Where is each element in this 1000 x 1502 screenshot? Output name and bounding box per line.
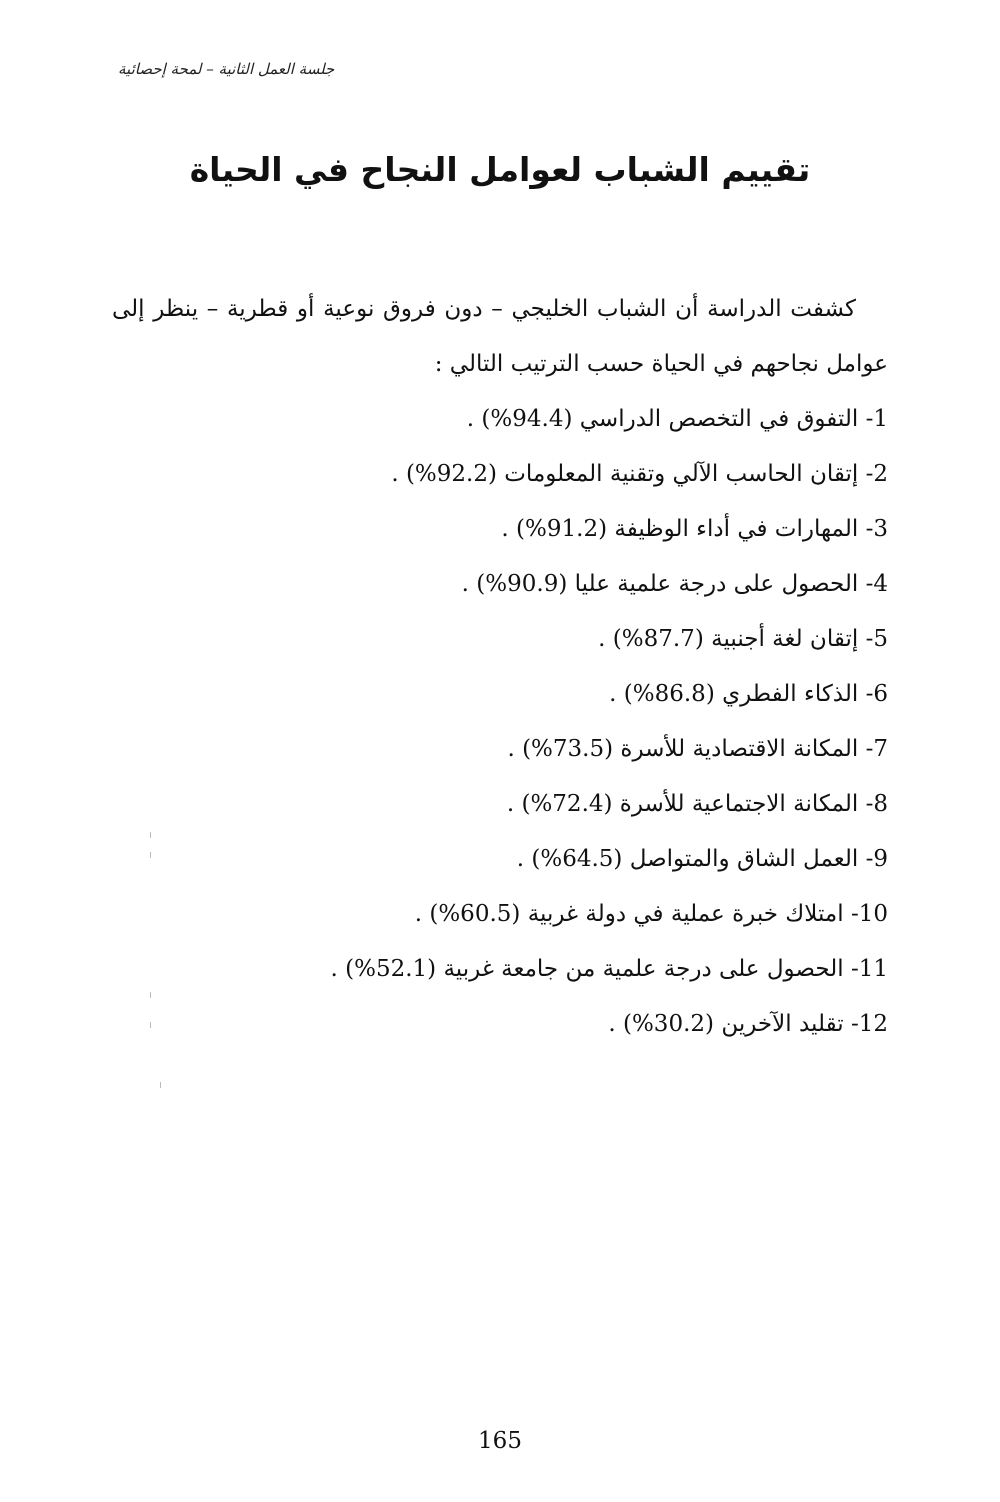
scan-mark [160,1082,161,1088]
list-item [112,392,888,447]
item-number: 7- [865,736,888,762]
item-terminator: . [598,626,606,652]
item-terminator: . [609,681,617,707]
item-percentage: (%52.1) [345,956,437,982]
intro-paragraph: كشفت الدراسة أن الشباب الخليجي – دون فروق نوعية أو قطرية – ينظر إلى عوامل نجاحهم في الحياة حسب الترتيب التالي : [112,296,888,377]
list-item [112,667,888,722]
item-text: إتقان الحاسب الآلي وتقنية المعلومات [504,461,859,487]
item-text: الحصول على درجة علمية عليا [574,571,859,597]
item-percentage: (%64.5) [531,846,623,872]
item-number: 5- [865,626,888,652]
item-number: 2- [865,461,888,487]
item-percentage: (%90.9) [476,571,568,597]
body-text [112,282,888,1052]
item-text: التفوق في التخصص الدراسي [579,406,859,432]
item-terminator: . [506,791,515,817]
list-item [112,832,888,887]
item-number: 6- [865,681,888,707]
list-item [112,887,888,942]
item-number: 11- [850,956,888,982]
item-text: إتقان لغة أجنبية [711,626,859,652]
item-terminator: . [507,736,515,762]
item-percentage: (%91.2) [516,516,608,542]
item-number: 1- [865,406,888,432]
scan-mark [150,992,151,998]
item-text: امتلاك خبرة عملية في دولة غربية [527,901,844,927]
item-percentage: (%92.2) [405,461,497,487]
item-text: المهارات في أداء الوظيفة [614,516,859,542]
item-number: 9- [865,846,888,872]
item-text: الذكاء الفطري [722,681,859,707]
item-percentage: (%60.5) [429,901,521,927]
item-number: 3- [865,516,888,542]
item-percentage: (%73.5) [522,736,614,762]
list-item [112,777,888,832]
item-number: 10- [850,901,888,927]
item-terminator: . [608,1011,616,1037]
item-text: الحصول على درجة علمية من جامعة غربية [443,956,844,982]
scan-artifact-marks [150,832,154,1112]
page-title: تقييم الشباب لعوامل النجاح في الحياة [189,150,811,189]
item-text: تقليد الآخرين [721,1011,844,1037]
list-item [112,997,888,1052]
list-item [112,502,888,557]
list-item [112,612,888,667]
scan-mark [150,852,151,858]
list-item [112,447,888,502]
list-item [112,942,888,997]
list-item [112,722,888,777]
item-terminator: . [391,461,399,487]
item-number: 12- [850,1011,888,1037]
scan-mark [150,832,151,838]
list-item [112,557,888,612]
scan-mark [150,1022,151,1028]
item-text: المكانة الاقتصادية للأسرة [620,736,859,762]
item-text: المكانة الاجتماعية للأسرة [619,791,859,817]
item-percentage: (%87.7) [612,626,704,652]
item-terminator: . [330,956,338,982]
item-terminator: . [414,901,423,927]
item-percentage: (%94.4) [481,406,573,432]
item-terminator: . [516,846,525,872]
item-terminator: . [461,571,469,597]
item-number: 8- [865,791,888,817]
item-percentage: (%30.2) [622,1011,714,1037]
item-text: العمل الشاق والمتواصل [629,846,859,872]
success-factors-list [112,392,888,1052]
item-percentage: (%86.8) [623,681,715,707]
running-header: جلسة العمل الثانية – لمحة إحصائية [118,60,335,78]
item-percentage: (%72.4) [521,791,613,817]
item-terminator: . [466,406,475,432]
item-number: 4- [865,571,888,597]
item-terminator: . [501,516,509,542]
page-number: 165 [478,1428,522,1454]
